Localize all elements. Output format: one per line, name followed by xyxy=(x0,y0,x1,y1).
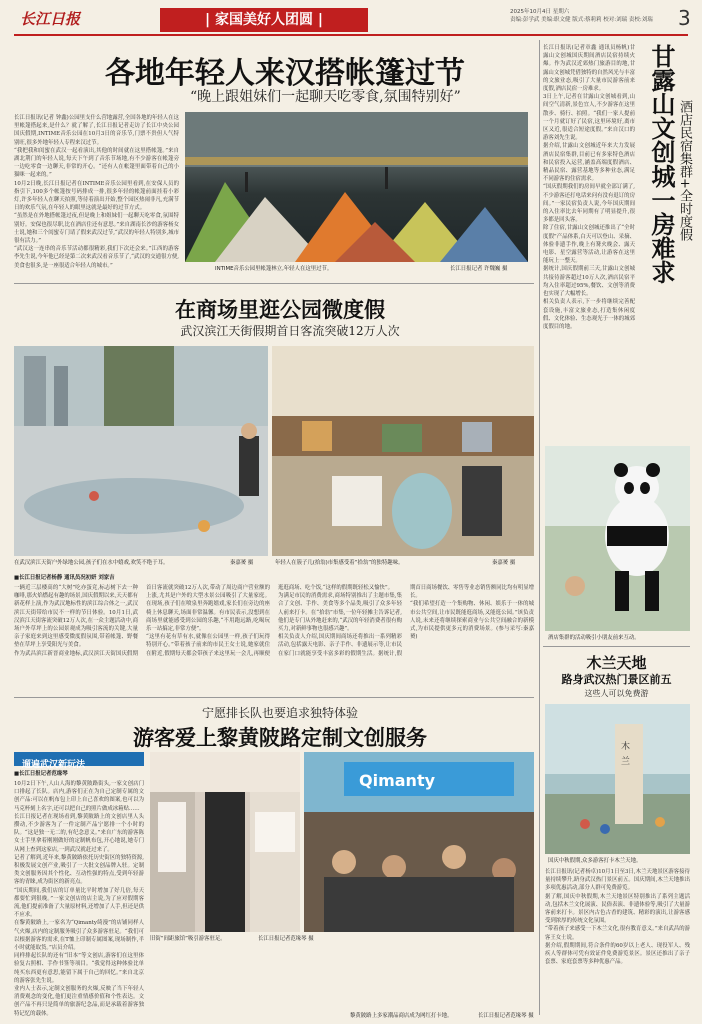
divider xyxy=(14,283,534,284)
plaza-illustration xyxy=(14,346,268,556)
street-illustration xyxy=(304,752,534,932)
story1-photo-caption: INTIME音乐公园里帐篷林立,年轻人在这里过节。 xyxy=(215,266,333,272)
page-number: 3 xyxy=(678,6,691,30)
story3-byline: ■长江日报记者范缘琴 xyxy=(14,771,68,777)
story3-tag xyxy=(14,752,144,770)
story5-title2: 路身武汉热门景区前五 xyxy=(561,673,672,686)
story1-photo-credit: 长江日报记者 许魏巍 摄 xyxy=(450,266,508,272)
story5-title: 木兰天地 xyxy=(586,654,647,672)
divider xyxy=(543,646,690,647)
story2-title: 在商场里逛公园微度假 xyxy=(175,298,385,322)
story1-subtitle: “晚上跟姐妹们一起聊天吃零食,氛围特别好” xyxy=(190,89,461,105)
story3-body-col2 xyxy=(150,946,534,1008)
story3-credit-left: 长江日报记者范缘琴 摄 xyxy=(258,936,314,942)
issue-meta: 2025年10月4日 星期六 责编:彭学武 美编:职文健 版式:蔡莉莉 校对:刘瑞 责校:刘瑞 xyxy=(510,9,653,23)
tents-illustration xyxy=(185,112,528,262)
story5-body: 长江日报讯(记者杨卓)10月1日至3日,木兰天地景区游客接待量持续攀升,跻身武汉热门景区前五。国庆期间,木兰天地推出多项优惠活动,部分人群可免费游览。 据了解,国庆中秋假期,木兰天地景区特别推出了系列主题活动,包括木兰文化展演、民俗表演、非遗体验等,吸引了大量游客前来打卡。景区内古色古香的建筑、精彩的演出,让游客感受到浓厚的传统文化氛围。 “带着孩子来感受一下木兰文化,很有教育意义。”来自武昌的游客王女士说。 据介绍,假期期间,符合条件的60岁以上老人、现役军人、残疾人等群体可凭有效证件免费游览景区。景区还推出了亲子套票、家庭套票等多种优惠产品。 xyxy=(545,869,690,966)
story1-photo xyxy=(185,112,528,262)
story3-title: 游客爱上黎黄陂路定制文创服务 xyxy=(133,726,427,750)
story2-byline: ■长江日报记者杨静 通讯员况初妍 刘家吉 xyxy=(14,575,115,581)
section-banner: | 家国美好人团圆 | xyxy=(160,8,368,32)
mulan-gate-illustration xyxy=(545,704,690,854)
story4-body: 长江日报讯(记者章鑫 通讯员杨帆)甘露山文创城国庆期间酒店民宿持续火爆。作为武汉近郊热门旅游目的地,甘露山文创城凭借独特的自然风光与丰富的文旅业态,吸引了大量市民游客前来度假,酒店民宿一房难求。 3日上午,记者在甘露山文创城看到,山间空气清新,景色宜人,不少游客在这里散步、骑行、拍照。“我们一家人提前一个月就订好了民宿,这里环境好,离市区又近,很适合短途度假。”来自汉口的游客刘先生说。 据介绍,甘露山文创城近年来大力发展酒店民宿集群,目前已有多家特色酒店和民宿投入运营,涵盖高端度假酒店、精品民宿、露营基地等多种业态,满足不同游客的住宿需求。 “国庆假期我们的房间早就全部订满了,不少游客还打电话来问有没有退订的房间。”一家民宿负责人说,今年国庆期间的入住率比去年同期有了明显提升,很多都是回头客。 除了住宿,甘露山文创城还推出了“全时度假”产品体系,白天可以登山、采摘、体验非遗手作,晚上有篝火晚会、露天电影、星空露营等活动,让游客在这里能玩上一整天。 据统计,国庆假期前三天,甘露山文创城共接待游客超过10万人次,酒店民宿平均入住率超过95%,餐饮、文创等消费也实现了大幅增长。 相关负责人表示,下一步将继续完善配套设施,丰富文旅业态,打造集休闲度假、文化体验、生态观光于一体的城郊度假目的地。 xyxy=(543,45,635,330)
story2-caption-right: 年轻人在簇子几(拾翁)市集感受着“拾翁”的独特趣味。 xyxy=(275,560,404,566)
svg-text:木: 木 xyxy=(621,742,631,752)
story1-body: 长江日报讯(记者 钟鑫)公园里支什么营地露营,全国各地的年轻人在这里帐篷搭起来,是什么？就了解了,长江日报记者走访了长江中央公园国庆假期,INTIME音乐公园在10月3日的音乐节,门票不贵但人气特别旺,很多外地年轻人专程来汉过节。 “我把我和闺蜜在武汉一起看演出,其他的时间就在这里搭帐篷。”来自湖北荆门的年轻人说,每天下午到了音乐节场地,有不少游客在帐篷旁一边吃零食一边聊天,非常的开心。“还有人在帐篷里面带着自己的小猫咪一起来的。” 10月2日晚,长江日报记者在INTIME音乐公园里看到,在安保人员的指引下,100多个帐篷按号码排成一排,很多年轻的帐篷前面挂着小彩灯,许多年轻人在聊天拍照,等待着演出开始,整个园区热闹非凡,充满节日的欢乐气氛,在年轻人的眼里这就是最好的过节方式。 “虽然是在外地搭帐篷过夜,但是晚上和姐妹们一起聊天吃零食,氛围特别好。安保也很尽职,比在酒店住还有意思。”来自湖南长沙的游客杨女士说,她和三个闺蜜专门请了假来武汉过节,“武汉的年轻人特别多,城市很有活力。” “武汉这一连串的音乐节活动都很精彩,我们下次还会来。”江西的游客李先生说,今年他已经是第二次来武汉看音乐节了,“武汉的交通很方便,美食也很多,是一座很适合年轻人的城市。” xyxy=(14,115,179,269)
story2-credit-right: 秦嘉赟 摄 xyxy=(492,560,516,566)
story5-photo-caption: 国庆中秋假期,众多游客打卡木兰天地。 xyxy=(548,858,642,864)
story3-caption-left: 旧街“间距旅馆”吸引游客驻足。 xyxy=(150,936,226,942)
story3-kicker: 宁愿排长队也要追求独特体验 xyxy=(201,706,358,720)
story3-photo-left xyxy=(150,752,300,932)
story1-title: 各地年轻人来汉搭帐篷过节 xyxy=(105,56,465,91)
shop-illustration xyxy=(150,752,300,932)
story3-tag-label: 遛遍武汉新玩法 xyxy=(22,760,86,770)
svg-text:兰: 兰 xyxy=(621,757,631,767)
panda-illustration xyxy=(545,446,690,631)
story2-body: 一辆近三层楼高的“大树”吃亦蛋竞,标志树下去一种咖啡,那火焰燃起有趣的场景,国庆假期以来,天天都有新花样上演,作为武汉地标性的滨江综合体之一,武汉滨江天街带给市民不一样的节日体验。10月1日,武汉滨江天街客流突破12万人次,在一众主题活动中,商场户外草坪上的公园景观成为吸引客流的关键,大量亲子家庭来到这里感受微度假氛围,带着帐篷、野餐垫在草坪上享受阳光与美食。 作为武昌滨江新晋商业地标,武汉滨江天街国庆假期首日客流就突破12万人次,带动了周边商户营业额的上涨,尤其是户外的大型水景公园吸引了大量家庭。在现场,孩子们在喷泉里奔跑嬉戏,家长们在旁边的座椅上休息聊天,场面非常温馨。有市民表示,没想到在商场里就能感受到公园的乐趣,“不用跑远路,吃喝玩乐一站搞定,非常方便”。 “这里有花有草有水,就像在公园里一样,孩子们玩得特别开心。”带着孩子前来的市民王女士说,她家就住在附近,假期每天都会带孩子来这里玩一会儿,再顺便逛逛商场、吃个饭,“这样的假期既轻松又愉快”。 为满足市民的消费需求,商场特别推出了主题市集,集合了文创、手作、美食等多个品类,吸引了众多年轻人前来打卡。在“拾翁”市集,一位年轻摊主告诉记者,他们是专门从外地赶来的,“武汉的年轻消费者很有购买力,对新鲜事物也很感兴趣”。 相关负责人介绍,国庆期间商场还将推出一系列精彩活动,包括露天电影、亲子手作、非遗展示等,让市民在家门口就能享受丰富多彩的假期生活。据统计,假期首日商场餐饮、零售等业态销售额同比均有明显增长。 “我们希望打造一个集购物、休闲、娱乐于一体的城市公共空间,让市民既能逛商场,又能逛公园。”该负责人说,未来还将继续探索商业与公共空间融合的新模式,为市民提供更多元的消费场景。(参与采写:秦嘉赟) xyxy=(14,585,534,657)
divider xyxy=(14,697,534,698)
header-rule xyxy=(14,34,688,36)
column-divider xyxy=(539,40,540,1015)
story4-side: 酒店民宿集群+全时度假 xyxy=(677,100,692,241)
story2-subtitle: 武汉滨江天街假期首日客流突破12万人次 xyxy=(180,324,400,338)
story4-photo xyxy=(545,446,690,631)
story4-photo-caption: 酒店集群的活动吸引小朋友前来互动。 xyxy=(548,635,640,641)
story5-subtitle: 这些人可以免费游 xyxy=(584,689,649,698)
story2-caption-left: 在武汉滨江天街户外绿地公园,孩子们在水中嬉戏,欢笑不绝于耳。 xyxy=(14,560,169,566)
story5-photo xyxy=(545,704,690,854)
story3-photo-right xyxy=(304,752,534,932)
newspaper-logo: 长江日报 xyxy=(20,10,81,28)
market-illustration xyxy=(272,346,534,556)
story2-credit-left: 秦嘉赟 摄 xyxy=(230,560,254,566)
story3-body: 10月2日下午,人山人海的黎黄陂路街头,一家文创店门口排起了长队。店内,游客们正在为自己定制专属的文创产品:可以在帆布包上印上自己喜欢的图案,也可以为马克杯刻上名字,还可以把自己的照片做成冰箱贴…… 长江日报记者在现场看到,黎黄陂路上的文创店里人头攒动,不少游客为了一件定制产品宁愿排一个小时的队。“这是独一无二的,有纪念意义。”来自广东的游客陈女士手里拿着刚刚做好的定制帆布包,开心地说,她专门从网上查到这家店,一到武汉就赶过来了。 记者了解到,近年来,黎黄陂路依托历史街区的独特资源,积极发展文创产业,吸引了一大批文创品牌入驻。定制类文创服务因其个性化、互动性强的特点,受到年轻游客的青睐,成为街区的新亮点。 “国庆期间,我们店的订单量比平时增加了好几倍,每天都要忙到很晚。”一家文创店的店主说,为了应对假期客流,他们提前准备了大量原材料,还增加了人手,但还是供不应求。 在黎黄陂路上,一家名为“Qimanty绮漫”的店铺同样人气火爆,店内的定制服务吸引了众多游客驻足。“我们可以根据游客的需求,在T恤上印制专属图案,现场制作,半小时就能取货。”店员介绍。 同样排起长队的还有“旧本”等文创店,游客们在这里体验复古照相、手作书签等项目。“我觉得这种体验比单纯买东西更有意思,能留下属于自己的回忆。”来自北京的游客张先生说。 业内人士表示,定制文创服务的火爆,反映了当下年轻人消费观念的变化,他们更注重情感价值和个性表达。文创产品不再只是简单的旅游纪念品,而是承载着游客独特记忆的载体。 xyxy=(14,781,144,1017)
story2-photo-right xyxy=(272,346,534,556)
svg-text:Qimanty: Qimanty xyxy=(359,771,436,790)
story4-title: 甘露山文创城一房难求 xyxy=(647,44,675,284)
story3-caption-right: 黎黄陂路上多家潮品商店成为网红打卡地。 xyxy=(350,1013,453,1019)
story2-photo-left xyxy=(14,346,268,556)
story3-credit-right: 长江日报记者范缘琴 摄 xyxy=(478,1013,534,1019)
